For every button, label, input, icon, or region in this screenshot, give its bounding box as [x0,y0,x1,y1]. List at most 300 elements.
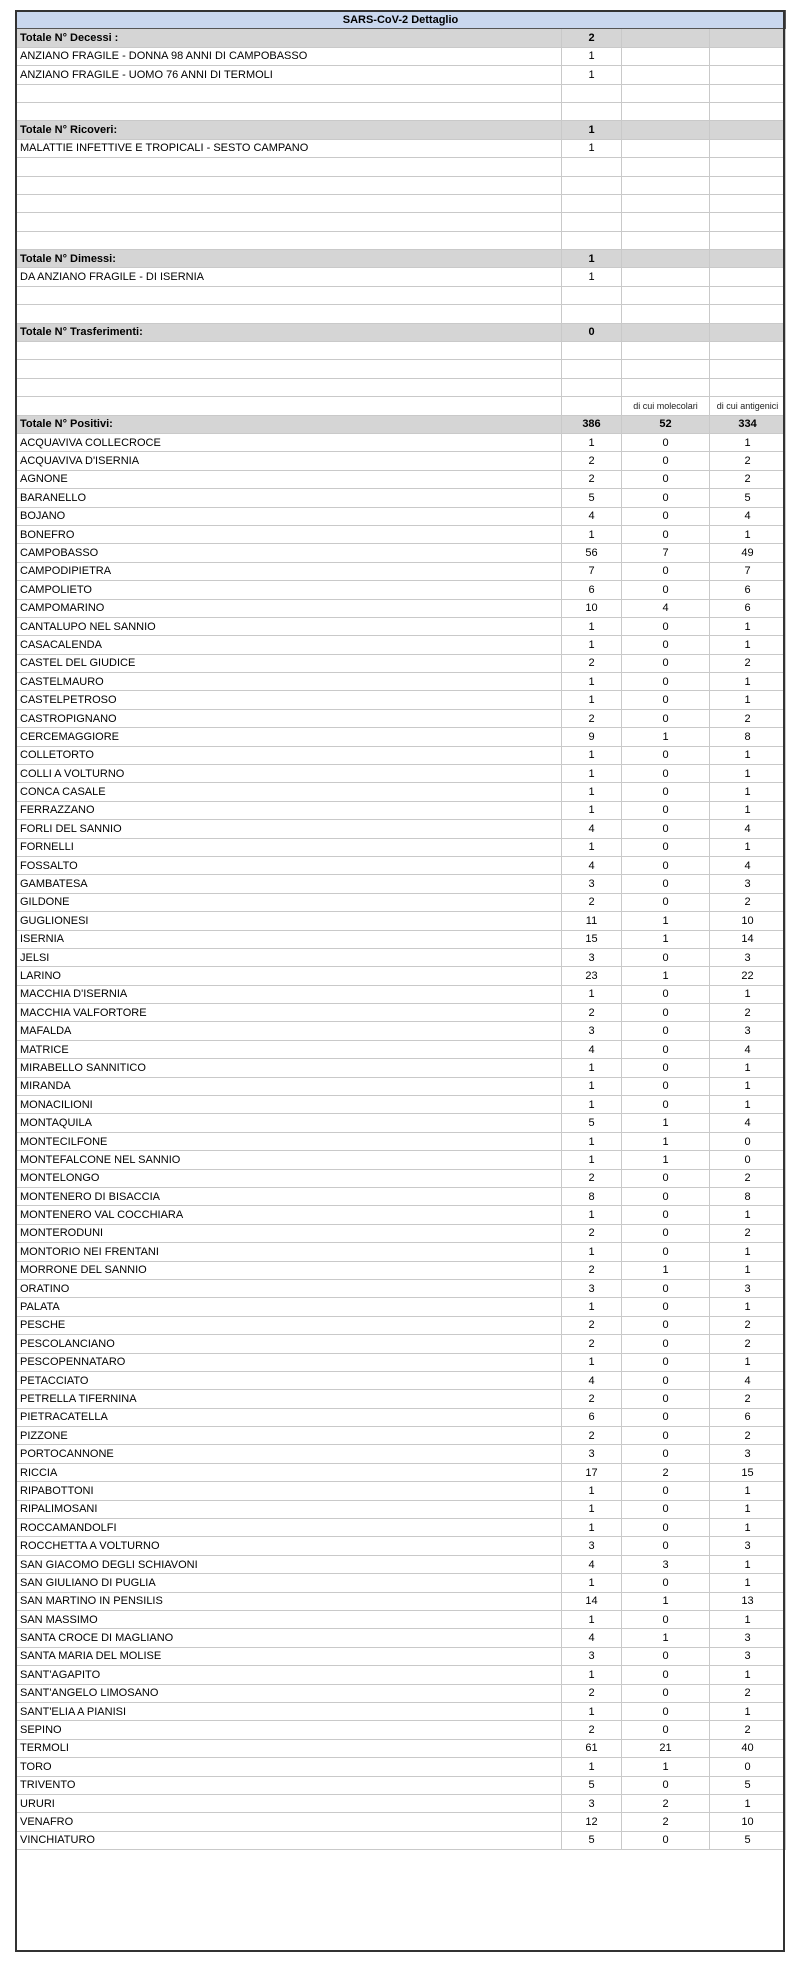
dimessi-row [16,268,786,286]
blank-row [16,360,786,378]
positivi-total-cell: 3 [562,1022,622,1040]
molecolari-cell: 0 [622,1445,710,1463]
table-row [16,1500,786,1518]
antigenici-cell: 4 [710,856,786,874]
antigenici-cell: 22 [710,967,786,985]
table-row [16,1316,786,1334]
table-row [16,1702,786,1720]
table-row [16,1040,786,1058]
table-row [16,1188,786,1206]
municipality-name: SANT'ANGELO LIMOSANO [16,1684,562,1702]
municipality-name: TORO [16,1758,562,1776]
municipality-name: MONACILIONI [16,1096,562,1114]
positivi-total-cell: 61 [562,1739,622,1757]
molecolari-cell: 0 [622,1004,710,1022]
molecolari-cell: 0 [622,1243,710,1261]
positivi-total-cell: 7 [562,562,622,580]
molecolari-cell: 0 [622,433,710,451]
antigenici-cell: 4 [710,1040,786,1058]
empty-cell [622,268,710,286]
table-row [16,433,786,451]
empty-cell [710,66,786,84]
table-row [16,562,786,580]
dimessi-item-name: DA ANZIANO FRAGILE - DI ISERNIA [16,268,562,286]
empty-cell [622,323,710,341]
municipality-name: MATRICE [16,1040,562,1058]
positivi-total-cell: 4 [562,1555,622,1573]
municipality-name: PIETRACATELLA [16,1408,562,1426]
antigenici-cell: 1 [710,985,786,1003]
municipality-name: SANT'AGAPITO [16,1666,562,1684]
municipality-name: COLLI A VOLTURNO [16,765,562,783]
molecolari-cell: 0 [622,1279,710,1297]
antigenici-cell: 0 [710,1758,786,1776]
molecolari-cell: 1 [622,1151,710,1169]
municipality-name: MIRANDA [16,1077,562,1095]
municipality-name: RICCIA [16,1463,562,1481]
empty-cell [710,268,786,286]
molecolari-cell: 21 [622,1739,710,1757]
decessi-row [16,66,786,84]
municipality-name: MONTENERO DI BISACCIA [16,1188,562,1206]
table-row [16,1482,786,1500]
table-row [16,1059,786,1077]
municipality-name: PESCOLANCIANO [16,1335,562,1353]
antigenici-cell: 3 [710,1445,786,1463]
municipality-name: MONTORIO NEI FRENTANI [16,1243,562,1261]
empty-cell [710,29,786,47]
empty-cell [622,139,710,157]
positivi-total-cell: 1 [562,1482,622,1500]
positivi-total-cell: 1 [562,617,622,635]
antigenici-cell: 0 [710,1151,786,1169]
municipality-name: SAN MARTINO IN PENSILIS [16,1592,562,1610]
municipality-name: ACQUAVIVA COLLECROCE [16,433,562,451]
positivi-total-cell: 14 [562,1592,622,1610]
antigenici-cell: 1 [710,1353,786,1371]
table-row [16,709,786,727]
antigenici-cell: 2 [710,1335,786,1353]
molecolari-cell: 0 [622,1077,710,1095]
empty-cell [710,250,786,268]
molecolari-cell: 0 [622,581,710,599]
positivi-total-cell: 2 [562,470,622,488]
municipality-name: ROCCAMANDOLFI [16,1519,562,1537]
antigenici-cell: 1 [710,1574,786,1592]
molecolari-cell: 0 [622,1335,710,1353]
antigenici-cell: 3 [710,948,786,966]
molecolari-cell: 0 [622,1721,710,1739]
antigenici-cell: 1 [710,1206,786,1224]
positivi-total-cell: 15 [562,930,622,948]
positivi-total-cell: 1 [562,1666,622,1684]
antigenici-cell: 7 [710,562,786,580]
positivi-total-cell: 1 [562,765,622,783]
antigenici-cell: 14 [710,930,786,948]
positivi-total-cell: 2 [562,1684,622,1702]
molecolari-cell: 0 [622,1647,710,1665]
blank-row [16,102,786,120]
molecolari-cell: 0 [622,1206,710,1224]
municipality-name: CANTALUPO NEL SANNIO [16,617,562,635]
positivi-total-cell: 5 [562,489,622,507]
antigenici-cell: 4 [710,507,786,525]
molecolari-cell: 0 [622,673,710,691]
positivi-total-cell: 1 [562,1758,622,1776]
antigenici-cell: 3 [710,1647,786,1665]
antigenici-cell: 1 [710,691,786,709]
molecolari-cell: 0 [622,875,710,893]
molecolari-cell: 1 [622,912,710,930]
municipality-name: CERCEMAGGIORE [16,728,562,746]
antigenici-cell: 2 [710,1004,786,1022]
table-row [16,875,786,893]
positivi-total-cell: 3 [562,1445,622,1463]
table-row [16,1114,786,1132]
municipality-name: MONTECILFONE [16,1132,562,1150]
municipality-name: MACCHIA VALFORTORE [16,1004,562,1022]
antigenici-cell: 0 [710,1132,786,1150]
antigenici-cell: 3 [710,1279,786,1297]
table-row [16,1684,786,1702]
ricoveri-row [16,139,786,157]
positivi-total-cell: 10 [562,599,622,617]
table-row [16,1629,786,1647]
sub-antigenici-label: di cui antigenici [710,397,786,415]
municipality-name: JELSI [16,948,562,966]
antigenici-cell: 3 [710,1022,786,1040]
molecolari-cell: 0 [622,1040,710,1058]
molecolari-cell: 1 [622,967,710,985]
municipality-name: MONTENERO VAL COCCHIARA [16,1206,562,1224]
municipality-name: BARANELLO [16,489,562,507]
molecolari-cell: 1 [622,1758,710,1776]
municipality-name: MONTELONGO [16,1169,562,1187]
blank-row [16,231,786,249]
positivi-subheader-row [16,397,786,415]
antigenici-cell: 2 [710,1316,786,1334]
antigenici-cell: 1 [710,746,786,764]
antigenici-cell: 2 [710,1390,786,1408]
molecolari-cell: 0 [622,654,710,672]
ricoveri-item-value: 1 [562,139,622,157]
table-row [16,728,786,746]
positivi-total-cell: 2 [562,1261,622,1279]
molecolari-cell: 0 [622,1684,710,1702]
table-row [16,1776,786,1794]
positivi-total-cell: 2 [562,654,622,672]
municipality-name: CAMPODIPIETRA [16,562,562,580]
table-row [16,856,786,874]
positivi-total-cell: 1 [562,838,622,856]
table-row [16,1831,786,1849]
municipality-name: PIZZONE [16,1427,562,1445]
covid-detail-table [15,10,786,1850]
table-row [16,673,786,691]
molecolari-cell: 0 [622,1371,710,1389]
antigenici-cell: 2 [710,1169,786,1187]
molecolari-cell: 0 [622,1169,710,1187]
decessi-item-name: ANZIANO FRAGILE - DONNA 98 ANNI DI CAMPOBASSO [16,47,562,65]
positivi-total-cell: 2 [562,1335,622,1353]
blank-row [16,84,786,102]
table-row [16,746,786,764]
table-row [16,765,786,783]
antigenici-cell: 2 [710,1721,786,1739]
molecolari-cell: 0 [622,452,710,470]
positivi-total-cell: 1 [562,1077,622,1095]
positivi-total-cell: 5 [562,1831,622,1849]
blank-row [16,213,786,231]
table-row [16,912,786,930]
positivi-total-cell: 11 [562,912,622,930]
municipality-name: RIPABOTTONI [16,1482,562,1500]
molecolari-cell: 2 [622,1813,710,1831]
molecolari-cell: 0 [622,765,710,783]
table-row [16,470,786,488]
positivi-total-cell: 1 [562,636,622,654]
positivi-total-cell: 2 [562,1390,622,1408]
municipality-name: BOJANO [16,507,562,525]
table-row [16,1390,786,1408]
positivi-total-cell: 3 [562,1794,622,1812]
positivi-total-cell: 4 [562,507,622,525]
decessi-row [16,47,786,65]
table-row [16,783,786,801]
positivi-total-cell: 1 [562,1151,622,1169]
antigenici-cell: 5 [710,1776,786,1794]
table-row [16,1445,786,1463]
positivi-label: Totale N° Positivi: [16,415,562,433]
table-row [16,1224,786,1242]
antigenici-cell: 2 [710,1684,786,1702]
table-row [16,1721,786,1739]
antigenici-cell: 6 [710,1408,786,1426]
municipality-name: CASACALENDA [16,636,562,654]
municipality-name: AGNONE [16,470,562,488]
positivi-total-cell: 2 [562,1316,622,1334]
molecolari-cell: 0 [622,985,710,1003]
molecolari-cell: 2 [622,1463,710,1481]
municipality-name: FERRAZZANO [16,801,562,819]
antigenici-cell: 1 [710,1555,786,1573]
antigenici-cell: 1 [710,1702,786,1720]
antigenici-cell: 1 [710,1261,786,1279]
empty-cell [710,323,786,341]
table-row [16,1813,786,1831]
positivi-total-cell: 1 [562,691,622,709]
positivi-total-cell: 1 [562,1132,622,1150]
molecolari-cell: 4 [622,599,710,617]
table-row [16,1132,786,1150]
sub-molecolari-label: di cui molecolari [622,397,710,415]
municipality-name: PESCOPENNATARO [16,1353,562,1371]
table-row [16,507,786,525]
positivi-total-cell: 2 [562,893,622,911]
empty-cell [622,250,710,268]
municipality-name: MACCHIA D'ISERNIA [16,985,562,1003]
municipality-name: RIPALIMOSANI [16,1500,562,1518]
table-row [16,1298,786,1316]
positivi-total-cell: 4 [562,1040,622,1058]
municipality-name: CASTELPETROSO [16,691,562,709]
municipality-name: FORLI DEL SANNIO [16,820,562,838]
table-row [16,1335,786,1353]
molecolari-cell: 0 [622,636,710,654]
municipality-name: SAN GIACOMO DEGLI SCHIAVONI [16,1555,562,1573]
trasferimenti-label: Totale N° Trasferimenti: [16,323,562,341]
positivi-total-cell: 5 [562,1114,622,1132]
molecolari-cell: 2 [622,1794,710,1812]
table-row [16,1463,786,1481]
municipality-name: FOSSALTO [16,856,562,874]
municipality-name: PALATA [16,1298,562,1316]
molecolari-cell: 0 [622,801,710,819]
antigenici-cell: 1 [710,617,786,635]
municipality-name: CAMPOLIETO [16,581,562,599]
antigenici-cell: 1 [710,1519,786,1537]
positivi-total-cell: 3 [562,948,622,966]
molecolari-cell: 0 [622,746,710,764]
blank-row [16,342,786,360]
antigenici-cell: 1 [710,1666,786,1684]
municipality-name: CASTELMAURO [16,673,562,691]
molecolari-cell: 1 [622,1261,710,1279]
blank-row [16,305,786,323]
antigenici-cell: 2 [710,452,786,470]
positivi-total-cell: 1 [562,746,622,764]
decessi-total: 2 [562,29,622,47]
table-row [16,1519,786,1537]
antigenici-cell: 3 [710,1537,786,1555]
molecolari-cell: 0 [622,1666,710,1684]
antigenici-cell: 1 [710,636,786,654]
trasferimenti-total: 0 [562,323,622,341]
ricoveri-label: Totale N° Ricoveri: [16,121,562,139]
positivi-total-antigenici: 334 [710,415,786,433]
blank-row [16,378,786,396]
table-row [16,1610,786,1628]
molecolari-cell: 0 [622,507,710,525]
ricoveri-total: 1 [562,121,622,139]
table-row [16,1555,786,1573]
positivi-total-cell: 23 [562,967,622,985]
molecolari-cell: 0 [622,1702,710,1720]
municipality-name: SANTA CROCE DI MAGLIANO [16,1629,562,1647]
positivi-total-cell: 4 [562,856,622,874]
positivi-total-cell: 3 [562,1279,622,1297]
positivi-total-cell: 1 [562,985,622,1003]
municipality-name: PESCHE [16,1316,562,1334]
antigenici-cell: 1 [710,1610,786,1628]
sheet-title: SARS-CoV-2 Dettaglio [16,11,786,29]
dimessi-item-value: 1 [562,268,622,286]
table-body [16,11,786,1850]
positivi-total-cell: 2 [562,1224,622,1242]
table-row [16,1537,786,1555]
municipality-name: PETACCIATO [16,1371,562,1389]
antigenici-cell: 3 [710,875,786,893]
positivi-total-cell: 1 [562,1610,622,1628]
table-row [16,1353,786,1371]
empty-cell [622,29,710,47]
positivi-total-cell: 1 [562,1206,622,1224]
positivi-total-cell: 17 [562,1463,622,1481]
municipality-name: GILDONE [16,893,562,911]
positivi-total-cell: 12 [562,1813,622,1831]
municipality-name: PORTOCANNONE [16,1445,562,1463]
table-row [16,525,786,543]
table-row [16,967,786,985]
table-row [16,617,786,635]
molecolari-cell: 0 [622,1408,710,1426]
molecolari-cell: 0 [622,1022,710,1040]
decessi-item-value: 1 [562,66,622,84]
table-row [16,1206,786,1224]
empty-cell [16,397,562,415]
municipality-name: GUGLIONESI [16,912,562,930]
municipality-name: TERMOLI [16,1739,562,1757]
molecolari-cell: 0 [622,948,710,966]
table-row [16,1408,786,1426]
municipality-name: MONTERODUNI [16,1224,562,1242]
antigenici-cell: 6 [710,599,786,617]
positivi-total-cell: 2 [562,452,622,470]
municipality-name: URURI [16,1794,562,1812]
empty-cell [710,121,786,139]
molecolari-cell: 0 [622,1537,710,1555]
table-row [16,654,786,672]
molecolari-cell: 0 [622,1831,710,1849]
molecolari-cell: 0 [622,1519,710,1537]
dimessi-header-row [16,250,786,268]
positivi-total: 386 [562,415,622,433]
table-row [16,801,786,819]
trasferimenti-header-row [16,323,786,341]
municipality-name: MAFALDA [16,1022,562,1040]
antigenici-cell: 1 [710,783,786,801]
positivi-total-cell: 1 [562,525,622,543]
molecolari-cell: 3 [622,1555,710,1573]
antigenici-cell: 4 [710,1371,786,1389]
table-row [16,1574,786,1592]
municipality-name: CASTROPIGNANO [16,709,562,727]
municipality-name: BONEFRO [16,525,562,543]
antigenici-cell: 6 [710,581,786,599]
municipality-name: MIRABELLO SANNITICO [16,1059,562,1077]
municipality-name: MONTEFALCONE NEL SANNIO [16,1151,562,1169]
table-row [16,691,786,709]
table-row [16,1004,786,1022]
molecolari-cell: 1 [622,930,710,948]
antigenici-cell: 5 [710,1831,786,1849]
positivi-total-cell: 1 [562,1353,622,1371]
empty-cell [710,47,786,65]
empty-cell [622,47,710,65]
molecolari-cell: 1 [622,1132,710,1150]
antigenici-cell: 10 [710,1813,786,1831]
antigenici-cell: 2 [710,709,786,727]
title-row [16,11,786,29]
antigenici-cell: 2 [710,1224,786,1242]
municipality-name: ACQUAVIVA D'ISERNIA [16,452,562,470]
blank-row [16,176,786,194]
table-row [16,1243,786,1261]
municipality-name: MONTAQUILA [16,1114,562,1132]
decessi-item-value: 1 [562,47,622,65]
positivi-total-cell: 1 [562,1500,622,1518]
municipality-name: COLLETORTO [16,746,562,764]
